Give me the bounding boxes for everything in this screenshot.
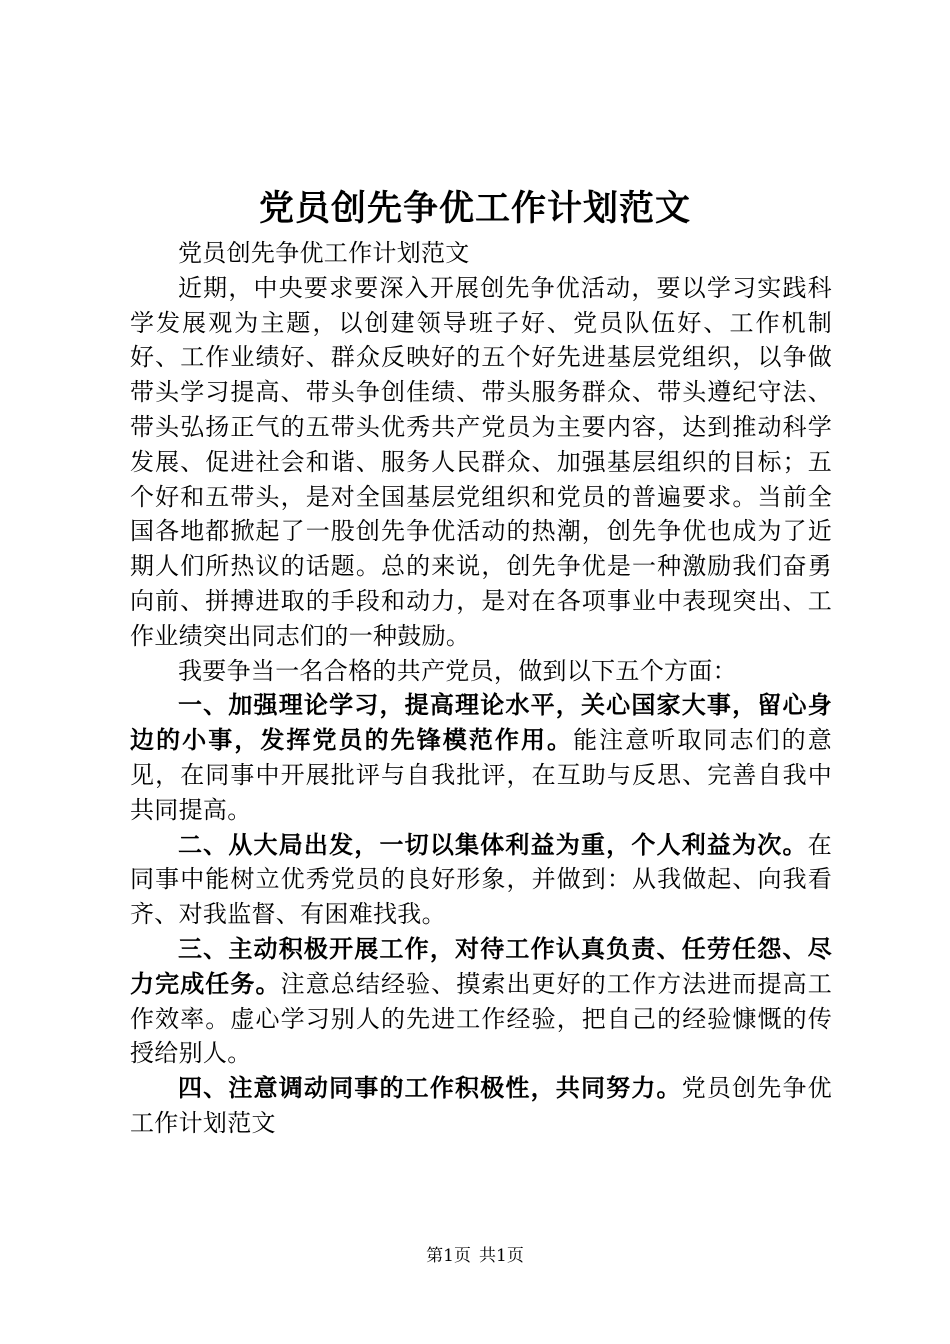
paragraph-text: 注意总结经验、摸索出更好的工作方法进而提高工作效率。虚心学习别人的先进工作经验，把自己的经验慷慨的传授给别人。 bbox=[130, 969, 832, 1068]
paragraph-pledge bbox=[130, 654, 832, 689]
paragraph-point-1 bbox=[130, 688, 832, 827]
paragraph-heading: 四、注意调动同事的工作积极性，共同努力。 bbox=[178, 1073, 682, 1103]
paragraph-text: 党员创先争优工作计划范文 bbox=[178, 239, 470, 267]
paragraph-text: 在同事中能树立优秀党员的良好形象，并做到：从我做起、向我看齐、对我监督、有困难找我。 bbox=[130, 830, 832, 929]
paragraph-text: 党员创先争优工作计划范文 bbox=[130, 1074, 832, 1137]
paragraph-text: 我要争当一名合格的共产党员，做到以下五个方面： bbox=[178, 656, 737, 685]
paragraph-point-2 bbox=[130, 828, 832, 932]
paragraph-heading: 三、主动积极开展工作，对待工作认真负责、任劳任怨、尽力完成任务。 bbox=[130, 933, 832, 998]
paragraph-intro bbox=[130, 271, 832, 654]
page-footer bbox=[0, 1244, 950, 1268]
paragraph-heading: 一、加强理论学习，提高理论水平，关心国家大事，留心身边的小事，发挥党员的先锋模范作用。 bbox=[130, 690, 832, 755]
page-number: 第1页 bbox=[426, 1246, 471, 1266]
paragraph-heading: 二、从大局出发，一切以集体利益为重，个人利益为次。 bbox=[178, 829, 808, 859]
document-body bbox=[130, 236, 832, 1141]
paragraph-text: 能注意听取同志们的意见，在同事中开展批评与自我批评，在互助与反思、完善自我中共同提高。 bbox=[130, 726, 832, 824]
paragraph-subtitle bbox=[130, 236, 832, 271]
page-total: 共1页 bbox=[479, 1246, 524, 1266]
paragraph-point-4 bbox=[130, 1071, 832, 1141]
paragraph-text: 近期，中央要求要深入开展创先争优活动，要以学习实践科学发展观为主题，以创建领导班子好、党员队伍好、工作机制好、工作业绩好、群众反映好的五个好先进基层党组织，以争做带头学习提高、带头争创佳绩、带头服务群众、带头遵纪守法、带头弘扬正气的五带头优秀共产党员为主要内容，达到推动科学发展、促进社会和谐、服务人民群众、加强基层组织的目标；五个好和五带头，是对全国基层党组织和党员的普遍要求。当前全国各地都掀起了一股创先争优活动的热潮，创先争优也成为了近期人们所热议的话题。总的来说，创先争优是一种激励我们奋勇向前、拼搏进取的手段和动力，是对在各项事业中表现突出、工作业绩突出同志们的一种鼓励。 bbox=[130, 273, 832, 650]
paragraph-point-3 bbox=[130, 932, 832, 1071]
document-title: 党员创先争优工作计划范文 bbox=[258, 188, 691, 229]
